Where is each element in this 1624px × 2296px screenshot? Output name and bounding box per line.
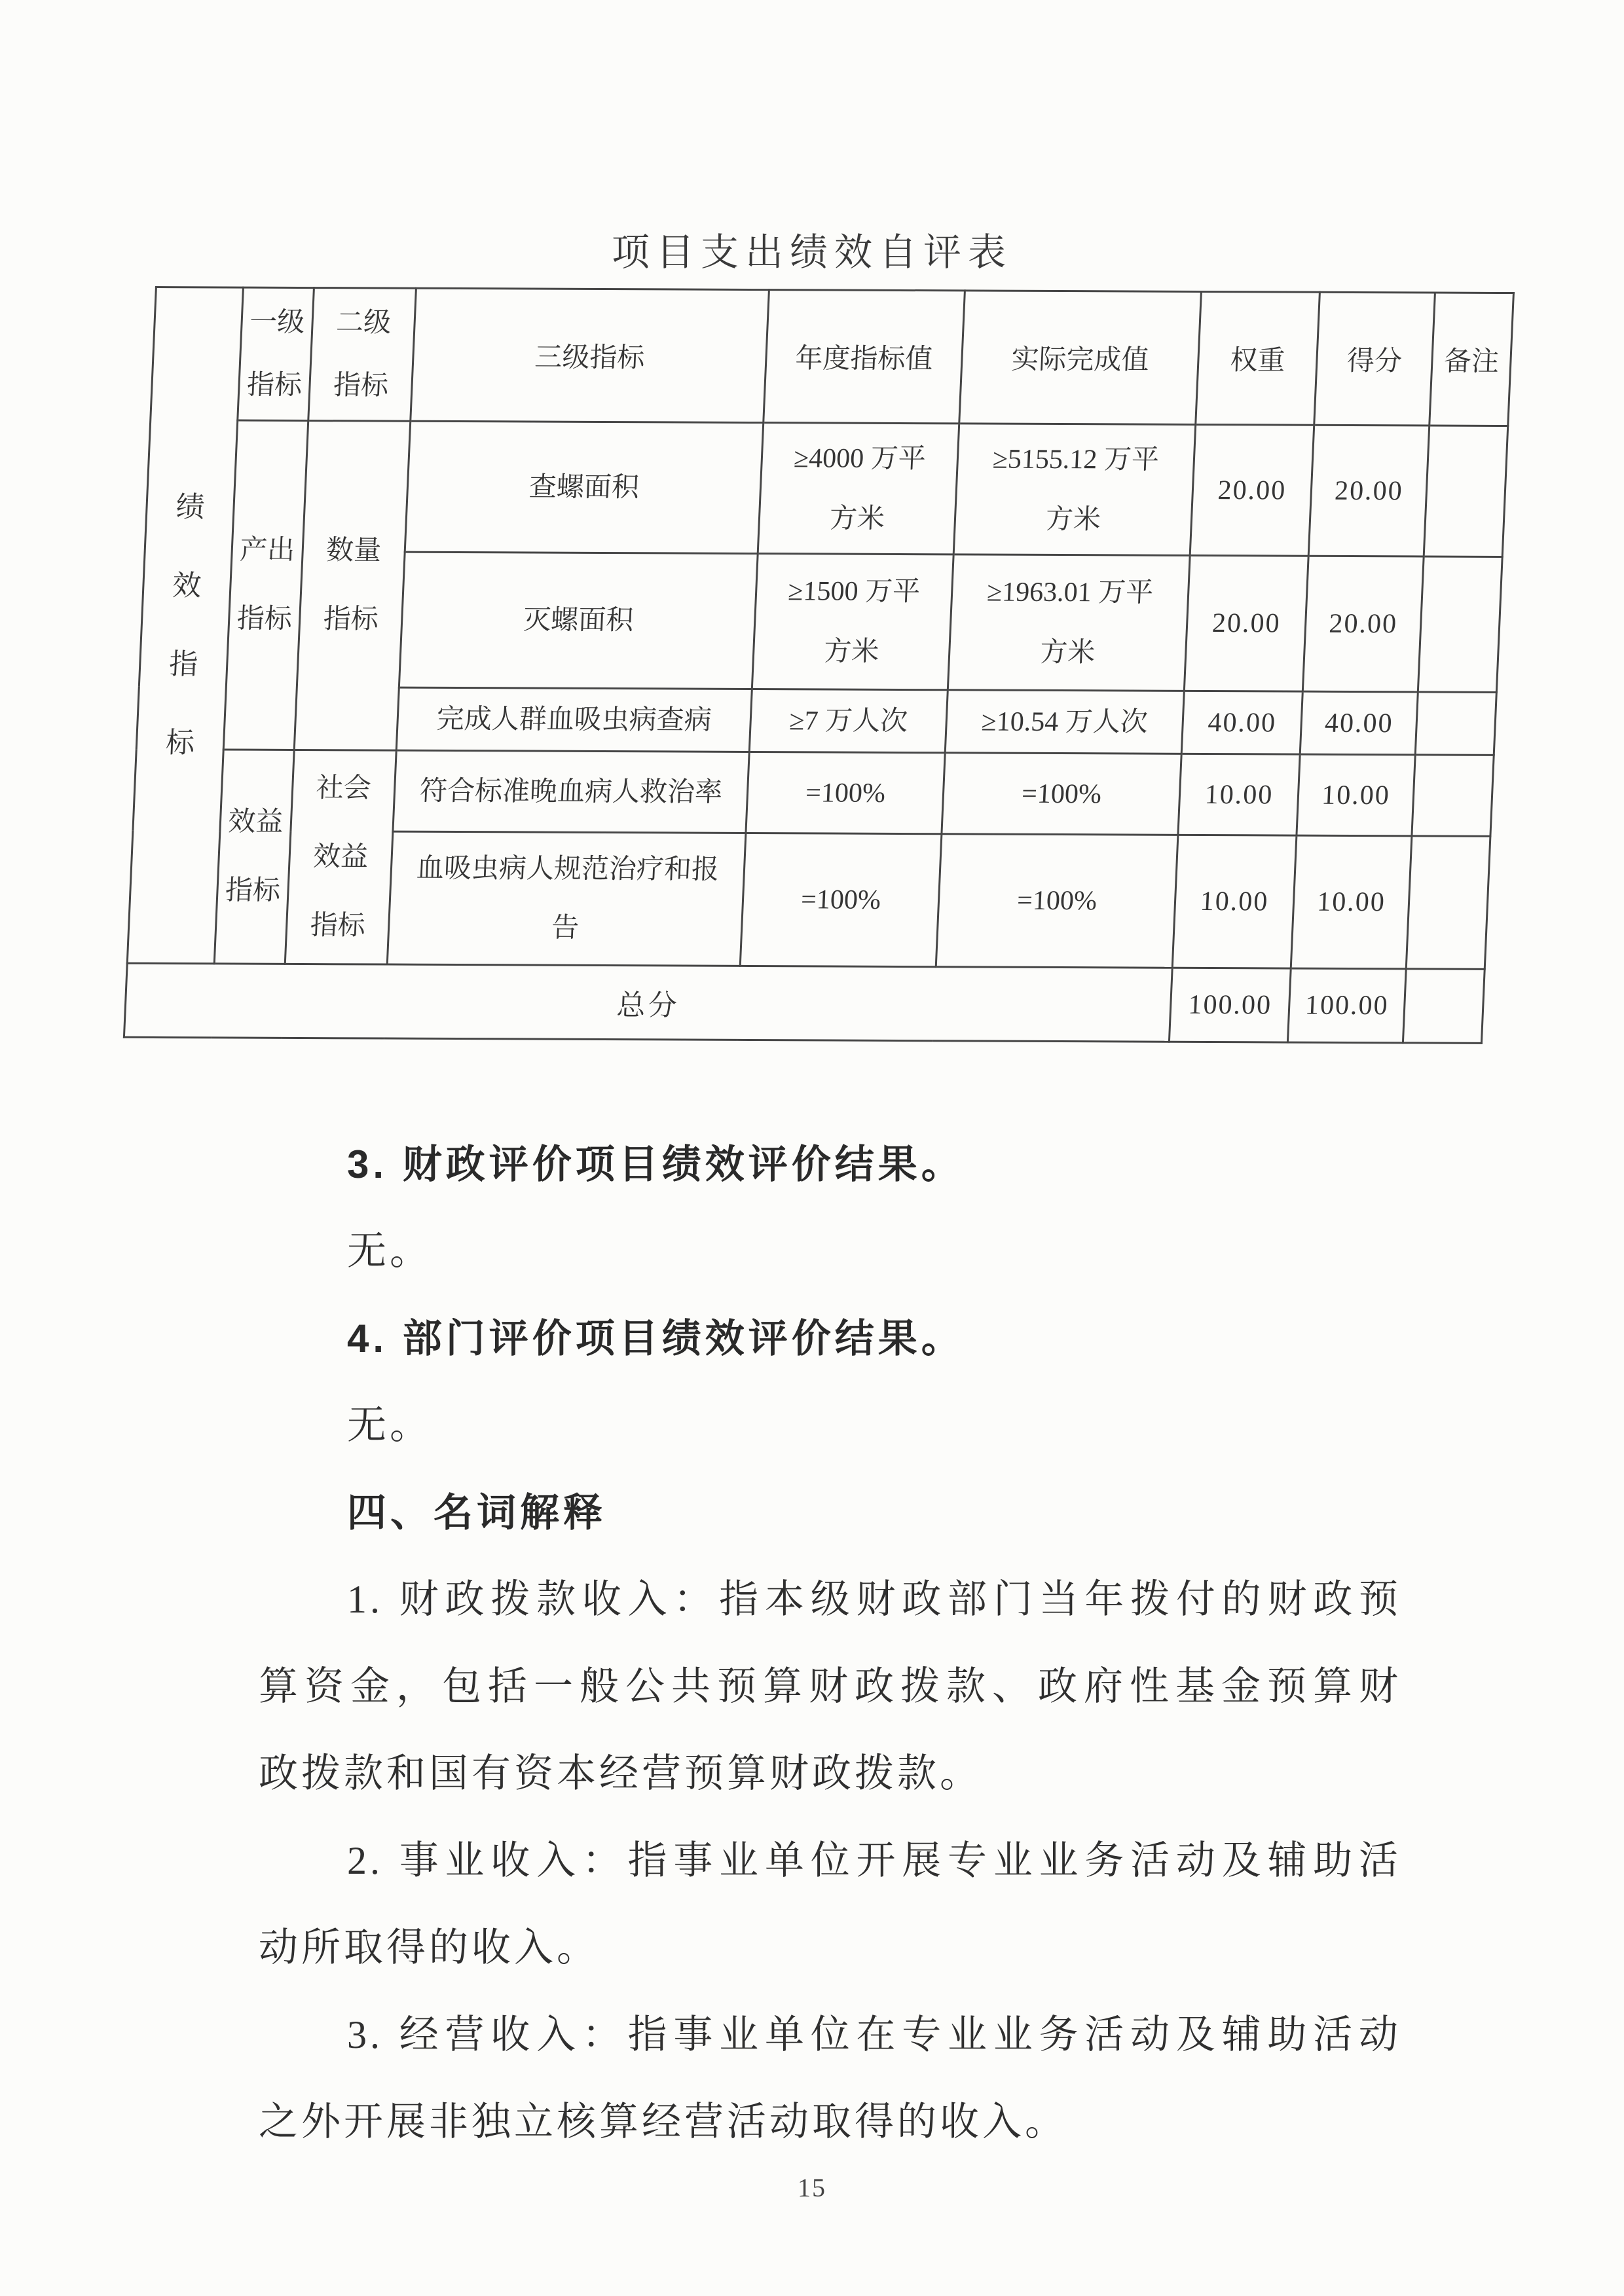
section-heading-3: 3. 财政评价项目绩效评价结果。 — [347, 1142, 965, 1186]
actual-cell: ≥10.54 万人次 — [945, 690, 1184, 754]
table-header-row — [151, 287, 1514, 426]
remark-cell — [1418, 556, 1502, 692]
remark-cell — [1406, 836, 1490, 969]
section-heading-glossary: 四、名词解释 — [347, 1491, 606, 1535]
document-title: 项目支出绩效自评表 — [611, 231, 1012, 274]
glossary-item-1-line-3: 政拨款和国有资本经营预算财政拨款。 — [259, 1752, 982, 1795]
total-score-cell: 100.00 — [1287, 968, 1406, 1043]
target-cell: =100% — [746, 752, 945, 833]
score-cell: 20.00 — [1308, 425, 1430, 556]
header-remark: 备注 — [1430, 293, 1514, 426]
indicator-cell: 血吸虫病人规范治疗和报 告 — [387, 831, 746, 966]
target-cell: ≥7 万人次 — [749, 689, 948, 752]
group-benefit-indicator: 效益 指标 — [214, 750, 294, 964]
actual-cell: =100% — [936, 834, 1178, 968]
weight-cell: 10.00 — [1172, 835, 1297, 968]
actual-cell: =100% — [942, 753, 1181, 835]
weight-cell: 40.00 — [1181, 691, 1302, 754]
glossary-item-1-line-2: 算资金，包括一般公共预算财政拨款、政府性基金预算财 — [259, 1665, 1401, 1708]
actual-cell: ≥1963.01 万平 方米 — [948, 555, 1190, 691]
weight-cell: 10.00 — [1178, 754, 1300, 835]
score-cell: 10.00 — [1297, 754, 1415, 836]
glossary-item-3-line-2: 之外开展非独立核算经营活动取得的收入。 — [259, 2100, 1067, 2143]
total-weight-cell: 100.00 — [1169, 968, 1291, 1042]
total-remark-cell — [1403, 969, 1485, 1044]
table-total-row — [124, 963, 1485, 1043]
weight-cell: 20.00 — [1184, 555, 1308, 691]
glossary-item-1-line-1: 1. 财政拨款收入：指本级财政部门当年拨付的财政预 — [347, 1578, 1401, 1621]
total-score-label: 总分 — [124, 963, 1172, 1042]
indicator-cell: 符合标准晚血病人救治率 — [393, 750, 749, 833]
table-row — [133, 749, 1494, 836]
indicator-cell: 完成人群血吸虫病查病 — [396, 687, 752, 752]
section-body-none-1: 无。 — [347, 1230, 432, 1273]
indicator-cell: 灭螺面积 — [399, 552, 758, 689]
target-cell: ≥4000 万平 方米 — [758, 423, 959, 555]
score-cell: 40.00 — [1300, 691, 1418, 755]
header-level3-indicator: 三级指标 — [411, 288, 769, 422]
document-body-text — [259, 1121, 1401, 2166]
header-annual-target: 年度指标值 — [764, 290, 965, 424]
table-row — [145, 420, 1508, 556]
glossary-item-2-line-1: 2. 事业收入：指事业单位开展专业业务活动及辅助活 — [347, 1839, 1401, 1882]
indicator-cell: 查螺面积 — [405, 421, 764, 553]
target-cell: ≥1500 万平 方米 — [752, 554, 953, 690]
header-level2-indicator: 二级 指标 — [308, 288, 416, 422]
row-group-label-performance: 绩 效 指 标 — [127, 287, 243, 964]
group-output-indicator: 产出 指标 — [223, 420, 308, 750]
section-body-none-2: 无。 — [347, 1404, 432, 1447]
remark-cell — [1424, 426, 1508, 556]
weight-cell: 20.00 — [1190, 424, 1314, 556]
group-social-benefit-indicator: 社会 效益 指标 — [285, 750, 396, 964]
header-weight: 权重 — [1196, 291, 1320, 425]
group-quantity-indicator: 数量 指标 — [294, 421, 411, 751]
actual-cell: ≥5155.12 万平 方米 — [953, 424, 1196, 556]
glossary-item-3-line-1: 3. 经营收入：指事业单位在专业业务活动及辅助活动 — [347, 2013, 1401, 2056]
self-evaluation-table-wrapper — [123, 286, 1515, 1044]
page-number: 15 — [798, 2173, 826, 2202]
header-score: 得分 — [1314, 292, 1435, 426]
score-cell: 20.00 — [1302, 556, 1424, 692]
header-actual-value: 实际完成值 — [959, 291, 1202, 425]
target-cell: =100% — [740, 833, 942, 966]
remark-cell — [1412, 755, 1494, 837]
self-evaluation-table — [123, 286, 1515, 1044]
section-heading-4: 4. 部门评价项目绩效评价结果。 — [347, 1317, 965, 1360]
glossary-item-2-line-2: 动所取得的收入。 — [259, 1926, 599, 1969]
header-level1-indicator: 一级 指标 — [238, 287, 314, 420]
score-cell: 10.00 — [1291, 835, 1412, 969]
remark-cell — [1415, 692, 1496, 756]
